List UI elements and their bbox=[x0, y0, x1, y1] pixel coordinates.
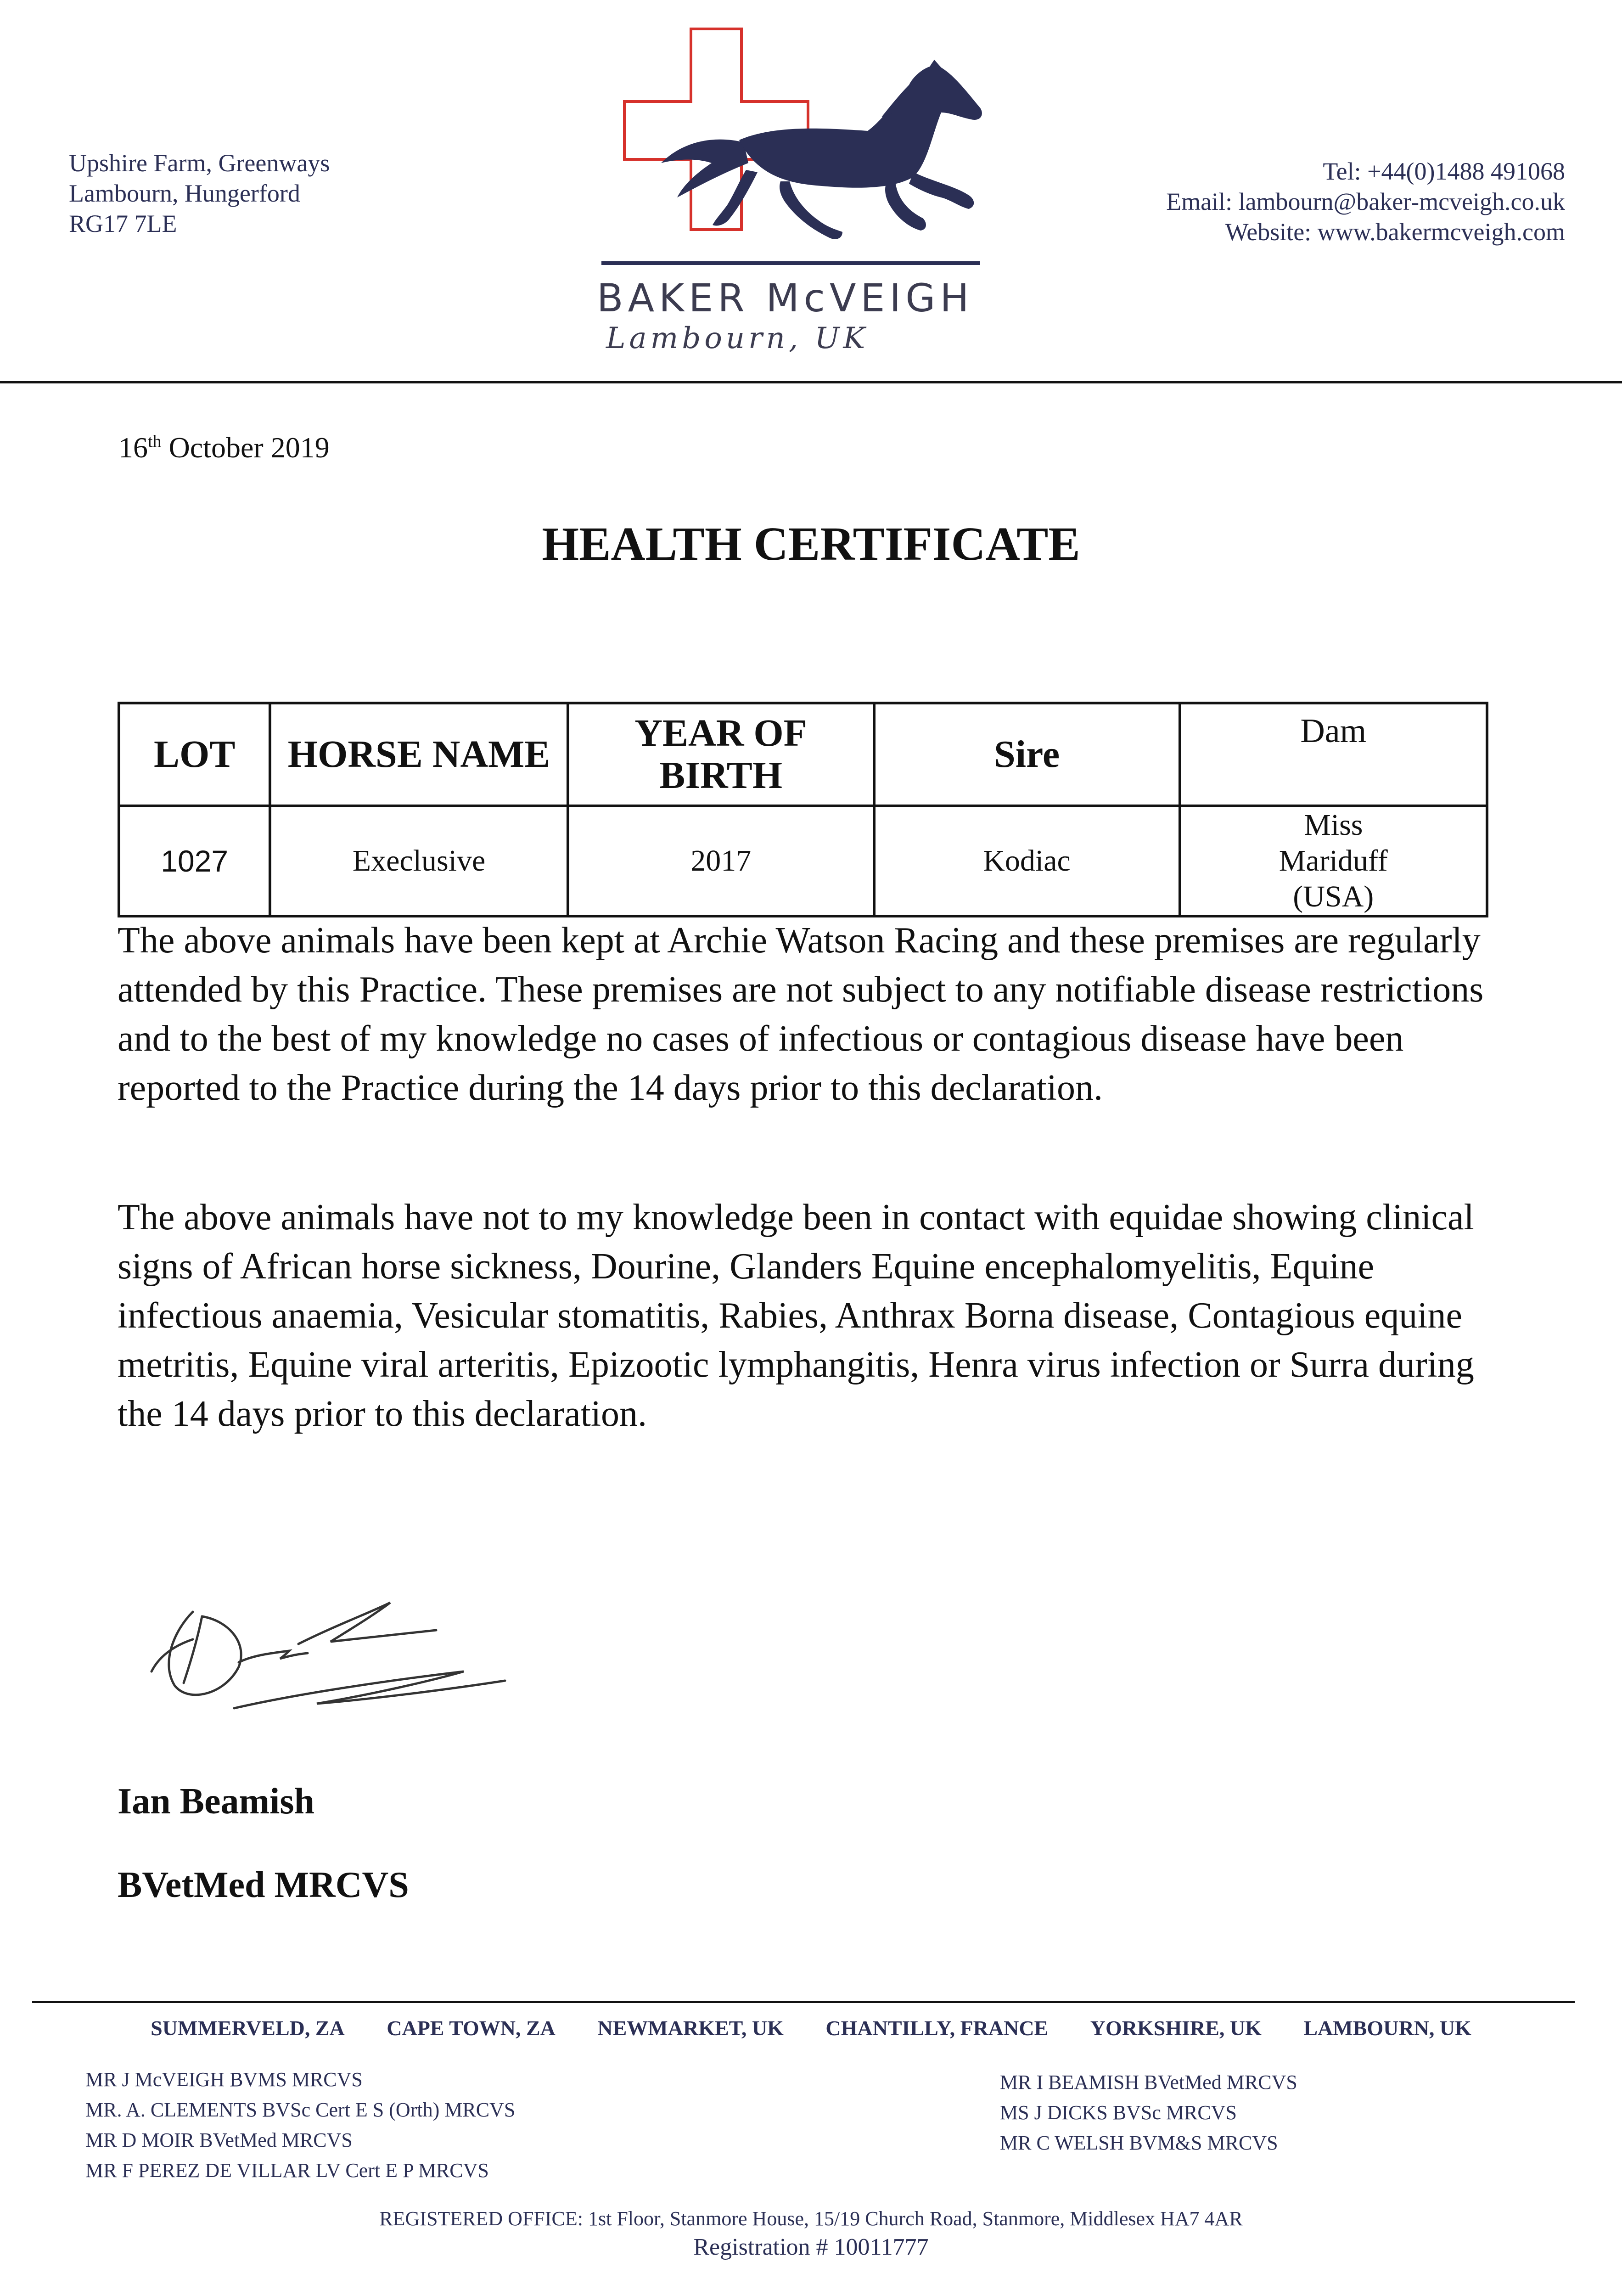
table-row bbox=[119, 806, 1487, 916]
signatory-name: Ian Beamish bbox=[118, 1781, 314, 1822]
address-line: RG17 7LE bbox=[69, 210, 177, 237]
declaration-paragraph-1: The above animals have been kept at Archie Watson Racing and these premises are regularly attended by this Practice. These premises are not subject to any notifiable disease restrictions and to the best of my knowledge no cases of infectious or contagious disease have been reported to the Practice during the 14 days prior to this declaration. bbox=[118, 920, 1484, 1108]
contact-website: Website: www.bakermcveigh.com bbox=[1225, 218, 1565, 246]
logo-rule bbox=[601, 261, 980, 265]
baker-mcveigh-logo bbox=[592, 25, 1028, 282]
staff-member: MR I BEAMISH BVetMed MRCVS bbox=[1000, 2071, 1297, 2093]
staff-member: MR D MOIR BVetMed MRCVS bbox=[85, 2129, 353, 2151]
certificate-date bbox=[118, 431, 330, 465]
brand-location: Lambourn, UK bbox=[606, 321, 869, 355]
location-item: CAPE TOWN, ZA bbox=[387, 2016, 556, 2040]
contact-email: Email: lambourn@baker-mcveigh.co.uk bbox=[1166, 188, 1565, 215]
declaration-paragraph-2: The above animals have not to my knowledge been in contact with equidae showing clinical signs of African horse sickness, Dourine, Glanders Equine encephalomyelitis, Equine infectious anaemia, Vesicular stomatitis, Rabies, Anthrax Borna disease, Contagious equine metritis, Equine viral arteritis, Epizootic lymphangitis, Henra virus infection or Surra during the 14 days prior to this declaration. bbox=[118, 1197, 1474, 1434]
location-item: SUMMERVELD, ZA bbox=[151, 2016, 345, 2040]
table-header-row bbox=[119, 703, 1487, 806]
location-item: YORKSHIRE, UK bbox=[1090, 2016, 1262, 2040]
header-dam: Dam bbox=[1180, 703, 1487, 806]
staff-list-right bbox=[1000, 2067, 1297, 2158]
brand-name: BAKER McVEIGH bbox=[597, 276, 974, 321]
cell-lot: 1027 bbox=[119, 806, 270, 916]
red-cross-icon bbox=[624, 29, 808, 230]
header-year-of-birth: YEAR OF BIRTH bbox=[568, 703, 874, 806]
galloping-horse-icon bbox=[661, 60, 982, 239]
handwritten-signature bbox=[133, 1557, 546, 1731]
cell-year-of-birth: 2017 bbox=[568, 806, 874, 916]
staff-member: MR F PEREZ DE VILLAR LV Cert E P MRCVS bbox=[85, 2159, 489, 2182]
contact-phone: Tel: +44(0)1488 491068 bbox=[1323, 158, 1565, 185]
location-item: NEWMARKET, UK bbox=[597, 2016, 784, 2040]
staff-member: MR J McVEIGH BVMS MRCVS bbox=[85, 2068, 363, 2091]
cell-dam: Miss Mariduff (USA) bbox=[1180, 806, 1487, 916]
staff-member: MR. A. CLEMENTS BVSc Cert E S (Orth) MRCVS bbox=[85, 2099, 516, 2121]
practice-contact bbox=[1166, 156, 1565, 247]
address-line: Lambourn, Hungerford bbox=[69, 180, 300, 207]
signatory-qualifications: BVetMed MRCVS bbox=[118, 1865, 409, 1905]
header-lot: LOT bbox=[119, 703, 270, 806]
date-day: 16 bbox=[118, 431, 148, 464]
header-sire: Sire bbox=[874, 703, 1180, 806]
date-suffix: th bbox=[148, 432, 162, 451]
registration-number: Registration # 10011777 bbox=[693, 2234, 929, 2260]
cell-sire: Kodiac bbox=[874, 806, 1180, 916]
practice-address bbox=[69, 148, 330, 239]
location-item: CHANTILLY, FRANCE bbox=[825, 2016, 1049, 2040]
registered-office: REGISTERED OFFICE: 1st Floor, Stanmore House, 15/19 Church Road, Stanmore, Middlesex HA7 4AR bbox=[379, 2207, 1243, 2230]
address-line: Upshire Farm, Greenways bbox=[69, 149, 330, 177]
header-horse-name: HORSE NAME bbox=[270, 703, 567, 806]
staff-member: MS J DICKS BVSc MRCVS bbox=[1000, 2101, 1237, 2124]
header-divider bbox=[0, 381, 1622, 383]
page-title: HEALTH CERTIFICATE bbox=[542, 518, 1080, 570]
horse-table bbox=[118, 702, 1488, 917]
location-item: LAMBOURN, UK bbox=[1303, 2016, 1471, 2040]
office-locations bbox=[0, 2016, 1622, 2040]
cell-horse-name: Execlusive bbox=[270, 806, 567, 916]
date-rest: October 2019 bbox=[161, 431, 330, 464]
staff-list-left bbox=[85, 2065, 515, 2186]
footer-divider bbox=[32, 2001, 1575, 2003]
staff-member: MR C WELSH BVM&S MRCVS bbox=[1000, 2132, 1278, 2154]
